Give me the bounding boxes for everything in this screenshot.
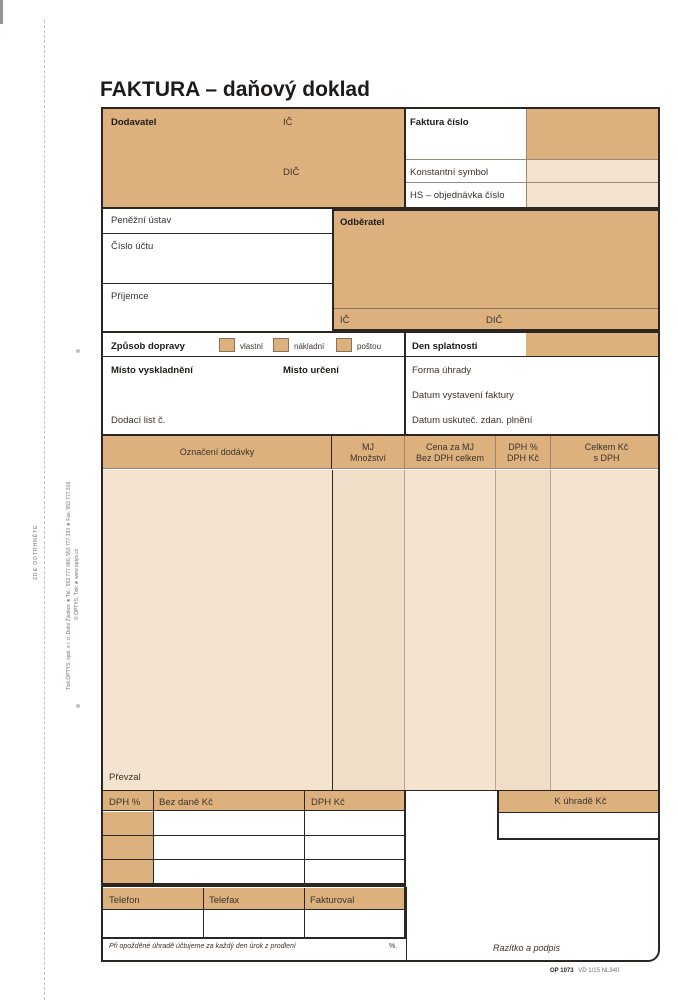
col-desc-label: Označení dodávky — [179, 447, 255, 457]
invoice-number-label: Faktura číslo — [410, 117, 469, 128]
side-print-info-2: © OPTYS, Tisk ★ www.optys.cz — [74, 548, 80, 620]
destination-label: Místo určení — [283, 365, 339, 376]
order-number-label: HS – objednávka číslo — [410, 190, 505, 201]
form-frame — [101, 107, 660, 962]
col-price-body[interactable] — [405, 470, 496, 790]
stamp-signature-label: Razítko a podpis — [493, 943, 561, 953]
vat-rate-cells[interactable] — [103, 812, 153, 883]
warehouse-label: Místo vyskladnění — [111, 365, 193, 376]
transport-freight-checkbox[interactable] — [273, 338, 289, 352]
col-unit-header — [332, 436, 405, 469]
col-price-label-1: Cena za MJ — [425, 441, 475, 452]
order-number-field[interactable] — [527, 183, 660, 207]
to-pay-field[interactable] — [499, 814, 660, 838]
col-total-label-1: Celkem Kč — [584, 441, 629, 452]
col-unit-label-2: Množství — [349, 452, 386, 463]
vat-base-header: Bez daně Kč — [159, 797, 213, 808]
issued-by-label: Fakturoval — [310, 895, 355, 906]
vat-rate-header: DPH % — [109, 797, 141, 808]
corner-mark — [0, 0, 3, 24]
side-print-info-1: Tisk OPTYS, spol. s r. o. Dolní Životice ★ Tel.: 553 777 080, 553 777 333 ★ Fax: 553 777 316 — [66, 481, 72, 690]
contact-header — [103, 888, 404, 910]
col-total-label-2: s DPH — [593, 452, 620, 463]
side-tab-label: ZDE ODTRHNĚTE — [33, 524, 39, 580]
col-vat-label-1: DPH % — [508, 441, 538, 452]
fax-label: Telefax — [209, 895, 240, 906]
recipient-label: Příjemce — [111, 291, 149, 302]
supplier-label: Dodavatel — [111, 117, 157, 128]
col-vat-header — [496, 436, 551, 469]
invoice-number-field[interactable] — [526, 109, 660, 159]
page-title: FAKTURA – daňový doklad — [100, 78, 370, 101]
tear-line — [44, 20, 45, 1000]
transport-freight-label: nákladní — [294, 342, 325, 351]
payment-method-label: Forma úhrady — [412, 365, 472, 376]
delivery-note-label: Dodací list č. — [111, 415, 166, 426]
transport-post-checkbox[interactable] — [336, 338, 352, 352]
supplier-dic-label: DIČ — [283, 167, 300, 178]
form-code — [550, 968, 619, 974]
col-desc-header — [103, 436, 332, 469]
col-price-label-2: Bez DPH celkem — [415, 452, 485, 463]
phone-label: Telefon — [109, 895, 140, 906]
form-code-main: OP 1073 — [550, 968, 574, 974]
col-price-header — [405, 436, 496, 469]
to-pay-label: K úhradě Kč — [554, 796, 607, 807]
bank-label: Peněžní ústav — [111, 215, 172, 226]
account-label: Číslo účtu — [111, 241, 154, 252]
form-code-version: VD 1/15 NL340 — [578, 968, 620, 974]
to-pay-header — [499, 791, 660, 813]
col-total-body[interactable] — [551, 470, 660, 790]
customer-label: Odběratel — [340, 217, 385, 228]
col-total-header — [551, 436, 660, 469]
customer-ic-label: IČ — [340, 315, 350, 326]
col-desc-body[interactable] — [103, 470, 332, 790]
vat-amount-header: DPH Kč — [311, 797, 345, 808]
due-date-label: Den splatnosti — [412, 341, 478, 352]
col-unit-label-1: MJ — [362, 441, 374, 452]
const-symbol-label: Konstantní symbol — [410, 167, 489, 178]
issue-date-label: Datum vystavení faktury — [412, 390, 514, 401]
due-date-field[interactable] — [526, 333, 660, 357]
vat-summary-header — [103, 791, 404, 811]
taxable-date-label: Datum uskuteč. zdan. plnění — [412, 415, 533, 426]
supplier-ic-label: IČ — [283, 117, 293, 128]
punch-mark-top — [76, 349, 80, 353]
penalty-unit: %. — [389, 943, 398, 950]
col-unit-body[interactable] — [332, 470, 405, 790]
received-label: Převzal — [109, 772, 141, 783]
penalty-note: Při opožděné úhradě účtujeme za každý den úrok z prodlení — [109, 943, 296, 950]
transport-own-checkbox[interactable] — [219, 338, 235, 352]
transport-post-label: poštou — [357, 342, 382, 351]
punch-mark-bottom — [76, 704, 80, 708]
customer-dic-label: DIČ — [486, 315, 503, 326]
transport-label: Způsob dopravy — [111, 341, 185, 352]
col-vat-body[interactable] — [496, 470, 551, 790]
col-vat-label-2: DPH Kč — [506, 452, 539, 463]
transport-own-label: vlastní — [240, 342, 264, 351]
const-symbol-field[interactable] — [527, 160, 660, 182]
